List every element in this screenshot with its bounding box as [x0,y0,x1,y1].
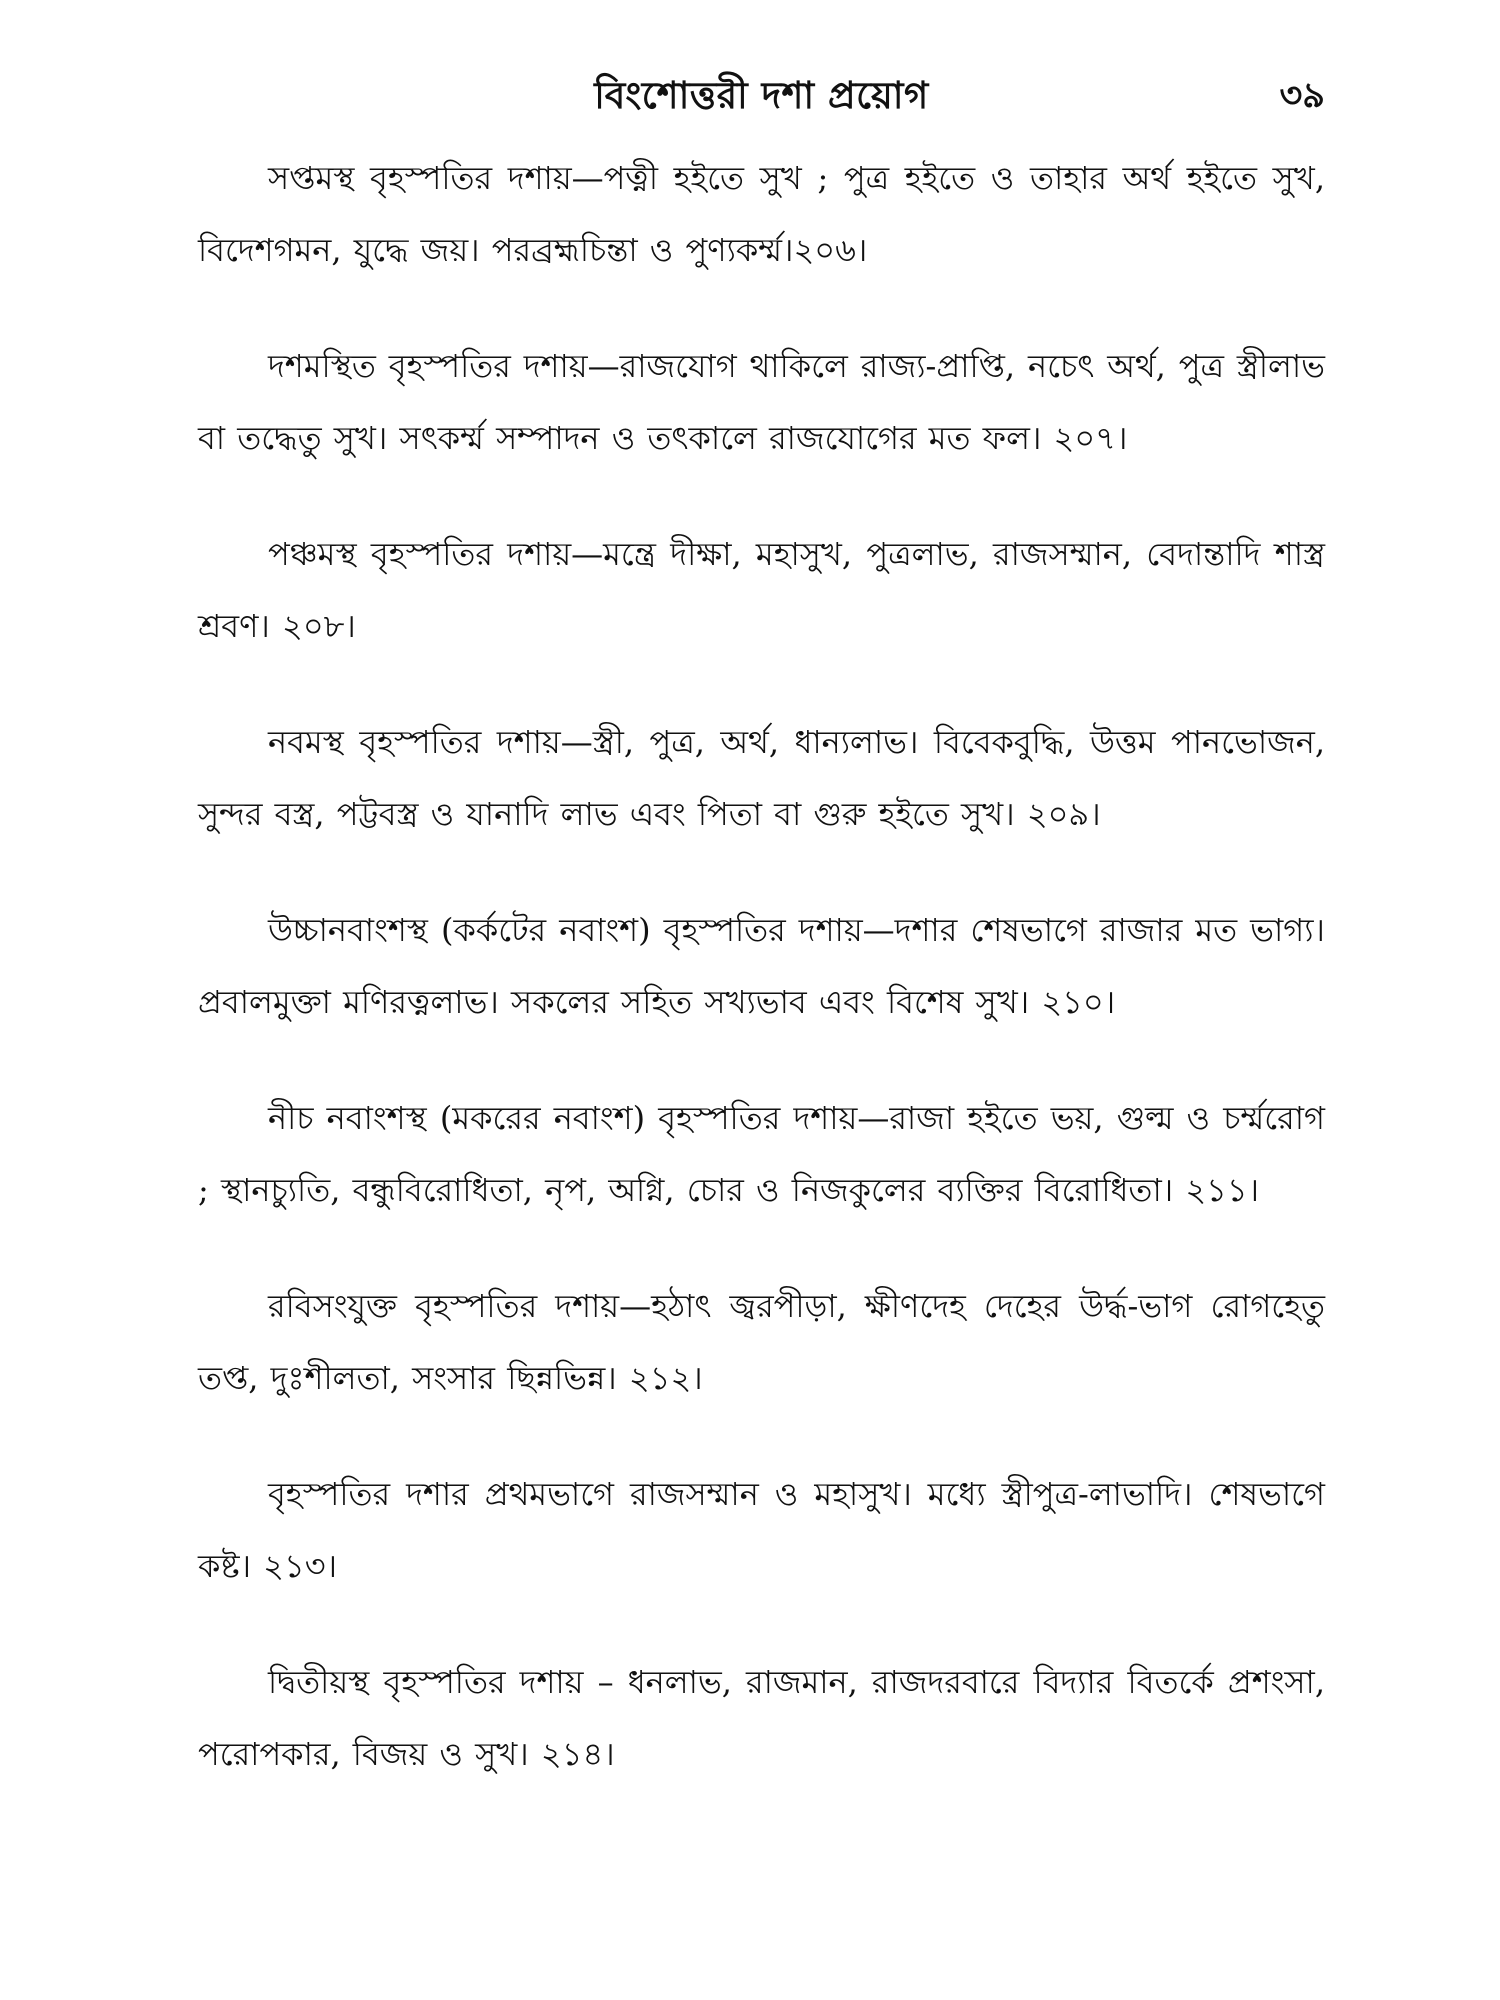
page-number: ৩৯ [1279,75,1325,116]
paragraph-206: সপ্তমস্থ বৃহস্পতির দশায়—পত্নী হইতে সুখ ; পুত্র হইতে ও তাহার অর্থ হইতে সুখ, বিদেশগমন, যুদ্ধে জয়। পরব্রহ্মচিন্তা ও পুণ্যকর্ম্ম।২০৬। [198,159,1325,269]
paragraph-212: রবিসংযুক্ত বৃহস্পতির দশায়—হঠাৎ জ্বরপীড়া, ক্ষীণদেহ দেহের উর্দ্ধ-ভাগ রোগহেতু তপ্ত, দুঃশীলতা, সংসার ছিন্নভিন্ন। ২১২। [198,1287,1325,1397]
page-header [198,60,1325,120]
body-text [198,142,1325,1790]
paragraph-208: পঞ্চমস্থ বৃহস্পতির দশায়—মন্ত্রে দীক্ষা, মহাসুখ, পুত্রলাভ, রাজসম্মান, বেদান্তাদি শাস্ত্র শ্রবণ। ২০৮। [198,535,1325,645]
paragraph-211: নীচ নবাংশস্থ (মকরের নবাংশ) বৃহস্পতির দশায়—রাজা হইতে ভয়, গুল্ম ও চর্ম্মরোগ ; স্থানচ্যুতি, বন্ধুবিরোধিতা, নৃপ, অগ্নি, চোর ও নিজকুলের ব্যক্তির বিরোধিতা। ২১১। [198,1099,1325,1209]
paragraph-214: দ্বিতীয়স্থ বৃহস্পতির দশায় – ধনলাভ, রাজমান, রাজদরবারে বিদ্যার বিতর্কে প্রশংসা, পরোপকার, বিজয় ও সুখ। ২১৪। [198,1663,1325,1773]
paragraph-209: নবমস্থ বৃহস্পতির দশায়—স্ত্রী, পুত্র, অর্থ, ধান্যলাভ। বিবেকবুদ্ধি, উত্তম পানভোজন, সুন্দর বস্ত্র, পট্টবস্ত্র ও যানাদি লাভ এবং পিতা বা গুরু হইতে সুখ। ২০৯। [198,723,1325,833]
paragraph-213: বৃহস্পতির দশার প্রথমভাগে রাজসম্মান ও মহাসুখ। মধ্যে স্ত্রীপুত্র-লাভাদি। শেষভাগে কষ্ট। ২১৩। [198,1475,1325,1585]
running-title: বিংশোত্তরী দশা প্রয়োগ [594,73,929,117]
paragraph-207: দশমস্থিত বৃহস্পতির দশায়—রাজযোগ থাকিলে রাজ্য-প্রাপ্তি, নচেৎ অর্থ, পুত্র স্ত্রীলাভ বা তদ্ধেতু সুখ। সৎকর্ম্ম সম্পাদন ও তৎকালে রাজযোগের মত ফল। ২০৭। [198,347,1325,457]
paragraph-210: উচ্চানবাংশস্থ (কর্কটের নবাংশ) বৃহস্পতির দশায়—দশার শেষভাগে রাজার মত ভাগ্য। প্রবালমুক্তা মণিরত্নলাভ। সকলের সহিত সখ্যভাব এবং বিশেষ সুখ। ২১০। [198,911,1325,1021]
